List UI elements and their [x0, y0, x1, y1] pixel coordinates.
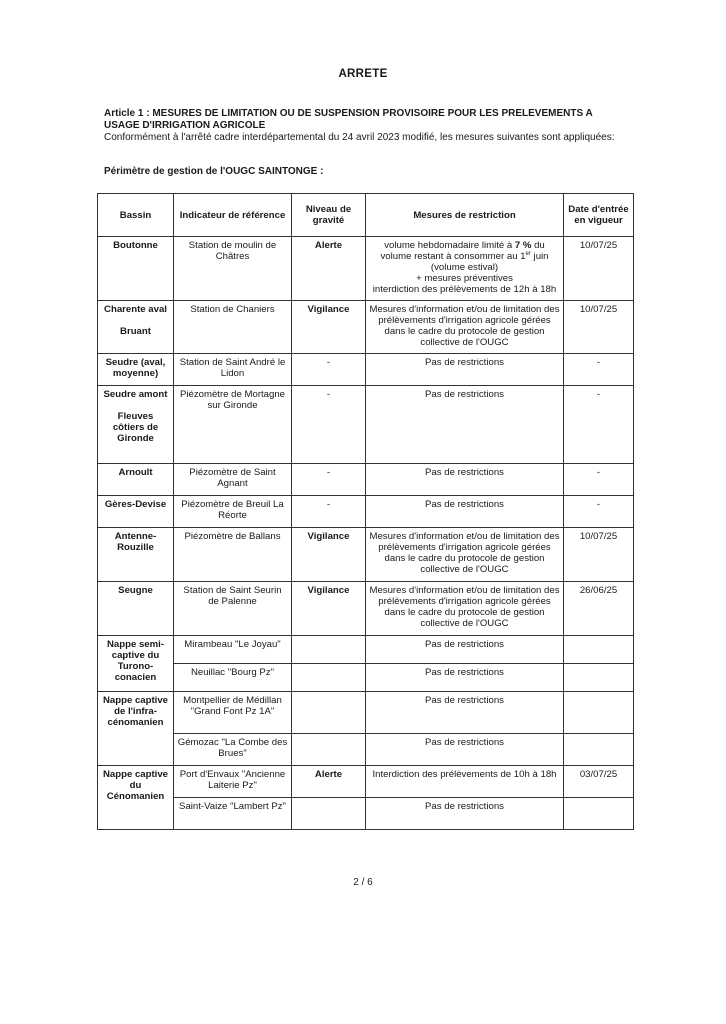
cell-mesures: Interdiction des prélèvements de 10h à 18h — [366, 766, 564, 798]
cell-mesures: Pas de restrictions — [366, 496, 564, 528]
perimetre-heading: Périmètre de gestion de l'OUGC SAINTONGE : — [104, 166, 324, 177]
cell-indicateur: Gémozac "La Combe des Brues" — [174, 734, 292, 766]
cell-mesures: Mesures d'information et/ou de limitation des prélèvements d'irrigation agricole gérées dans le cadre du protocole de gestion collective de l'OUGC — [366, 528, 564, 582]
mesures-text: volume hebdomadaire limité à — [384, 240, 515, 251]
cell-mesures: Pas de restrictions — [366, 464, 564, 496]
cell-niveau: - — [292, 464, 366, 496]
cell-mesures: Pas de restrictions — [366, 636, 564, 664]
cell-bassin: Antenne-Rouzille — [98, 528, 174, 582]
table-row — [98, 496, 634, 528]
cell-indicateur: Port d'Envaux "Ancienne Laiterie Pz" — [174, 766, 292, 798]
cell-date — [564, 636, 634, 664]
cell-date: - — [564, 496, 634, 528]
cell-mesures: Mesures d'information et/ou de limitation des prélèvements d'irrigation agricole gérées dans le cadre du protocole de gestion collective de l'OUGC — [366, 301, 564, 354]
header-bassin: Bassin — [98, 194, 174, 237]
cell-date: - — [564, 386, 634, 464]
cell-mesures: Pas de restrictions — [366, 664, 564, 692]
cell-mesures: Pas de restrictions — [366, 734, 564, 766]
cell-bassin: Nappe captive de l'infra-cénomanien — [98, 692, 174, 766]
page-title: ARRETE — [338, 68, 388, 80]
cell-bassin: Seugne — [98, 582, 174, 636]
cell-date — [564, 798, 634, 830]
bassin-name: Seudre amont — [103, 389, 168, 400]
table-row — [98, 734, 634, 766]
cell-date: 10/07/25 — [564, 237, 634, 301]
cell-bassin: Nappe semi-captive du Turono-conacien — [98, 636, 174, 692]
cell-indicateur: Piézomètre de Breuil La Réorte — [174, 496, 292, 528]
mesures-text: du volume restant à consommer au 1 — [380, 240, 545, 262]
cell-indicateur: Mirambeau "Le Joyau" — [174, 636, 292, 664]
table-row — [98, 237, 634, 301]
mesures-line: interdiction des prélèvements de 12h à 18h — [372, 284, 557, 295]
bassin-name: Charente aval — [104, 304, 167, 315]
table-row — [98, 798, 634, 830]
restrictions-table — [97, 193, 634, 830]
cell-niveau — [292, 692, 366, 734]
mesures-line: + mesures préventives — [416, 273, 513, 284]
cell-bassin — [98, 386, 174, 464]
header-niveau: Niveau de gravité — [292, 194, 366, 237]
table-row — [98, 464, 634, 496]
table-row — [98, 766, 634, 798]
table-header-row — [98, 194, 634, 237]
header-mesures: Mesures de restriction — [366, 194, 564, 237]
cell-indicateur: Saint-Vaize "Lambert Pz" — [174, 798, 292, 830]
table-row — [98, 582, 634, 636]
cell-indicateur: Neuillac "Bourg Pz" — [174, 664, 292, 692]
table-row — [98, 664, 634, 692]
cell-niveau — [292, 664, 366, 692]
cell-date: - — [564, 354, 634, 386]
bassin-name: Fleuves côtiers de Gironde — [112, 411, 159, 444]
cell-date: - — [564, 464, 634, 496]
table-row — [98, 692, 634, 734]
cell-bassin: Nappe captive du Cénomanien — [98, 766, 174, 830]
cell-indicateur: Station de Saint André le Lidon — [174, 354, 292, 386]
cell-indicateur: Piézomètre de Saint Agnant — [174, 464, 292, 496]
cell-mesures — [366, 237, 564, 301]
cell-mesures: Pas de restrictions — [366, 354, 564, 386]
page-number: 2 / 6 — [353, 877, 373, 888]
cell-indicateur: Station de moulin de Châtres — [174, 237, 292, 301]
mesures-percent: 7 % — [514, 240, 532, 251]
cell-niveau: Vigilance — [292, 528, 366, 582]
cell-mesures: Pas de restrictions — [366, 798, 564, 830]
cell-indicateur: Montpellier de Médillan "Grand Font Pz 1A" — [174, 692, 292, 734]
cell-mesures: Pas de restrictions — [366, 692, 564, 734]
cell-niveau: - — [292, 496, 366, 528]
cell-date — [564, 692, 634, 734]
cell-niveau: Vigilance — [292, 301, 366, 354]
cell-niveau — [292, 636, 366, 664]
cell-niveau: Alerte — [292, 766, 366, 798]
table-row — [98, 386, 634, 464]
table-row — [98, 636, 634, 664]
header-indicateur: Indicateur de référence — [174, 194, 292, 237]
cell-niveau — [292, 734, 366, 766]
cell-bassin: Boutonne — [98, 237, 174, 301]
article-1 — [104, 108, 624, 144]
cell-indicateur: Station de Chaniers — [174, 301, 292, 354]
table-row — [98, 301, 634, 354]
article-heading: Article 1 : MESURES DE LIMITATION OU DE SUSPENSION PROVISOIRE POUR LES PRELEVEMENTS A USAGE D'IRRIGATION AGRICOLE — [104, 108, 593, 131]
cell-date: 03/07/25 — [564, 766, 634, 798]
cell-niveau: - — [292, 386, 366, 464]
cell-indicateur: Piézomètre de Mortagne sur Gironde — [174, 386, 292, 464]
cell-bassin — [98, 301, 174, 354]
cell-indicateur: Piézomètre de Ballans — [174, 528, 292, 582]
cell-niveau: - — [292, 354, 366, 386]
table-row — [98, 354, 634, 386]
cell-date — [564, 664, 634, 692]
cell-mesures: Pas de restrictions — [366, 386, 564, 464]
cell-indicateur: Station de Saint Seurin de Palenne — [174, 582, 292, 636]
cell-niveau: Vigilance — [292, 582, 366, 636]
cell-date: 26/06/25 — [564, 582, 634, 636]
table-row — [98, 528, 634, 582]
mesures-text: juin (volume estival) — [430, 251, 549, 273]
mesures-superscript: er — [525, 250, 531, 257]
cell-date: 10/07/25 — [564, 301, 634, 354]
cell-date: 10/07/25 — [564, 528, 634, 582]
header-date: Date d'entrée en vigueur — [564, 194, 634, 237]
cell-niveau: Alerte — [292, 237, 366, 301]
cell-mesures: Mesures d'information et/ou de limitation des prélèvements d'irrigation agricole gérées dans le cadre du protocole de gestion collective de l'OUGC — [366, 582, 564, 636]
article-body: Conformément à l'arrêté cadre interdépartemental du 24 avril 2023 modifié, les mesures suivantes sont appliquées: — [104, 132, 615, 143]
cell-date — [564, 734, 634, 766]
bassin-name: Bruant — [120, 326, 151, 337]
cell-niveau — [292, 798, 366, 830]
cell-bassin: Arnoult — [98, 464, 174, 496]
cell-bassin: Seudre (aval, moyenne) — [98, 354, 174, 386]
cell-bassin: Gères-Devise — [98, 496, 174, 528]
